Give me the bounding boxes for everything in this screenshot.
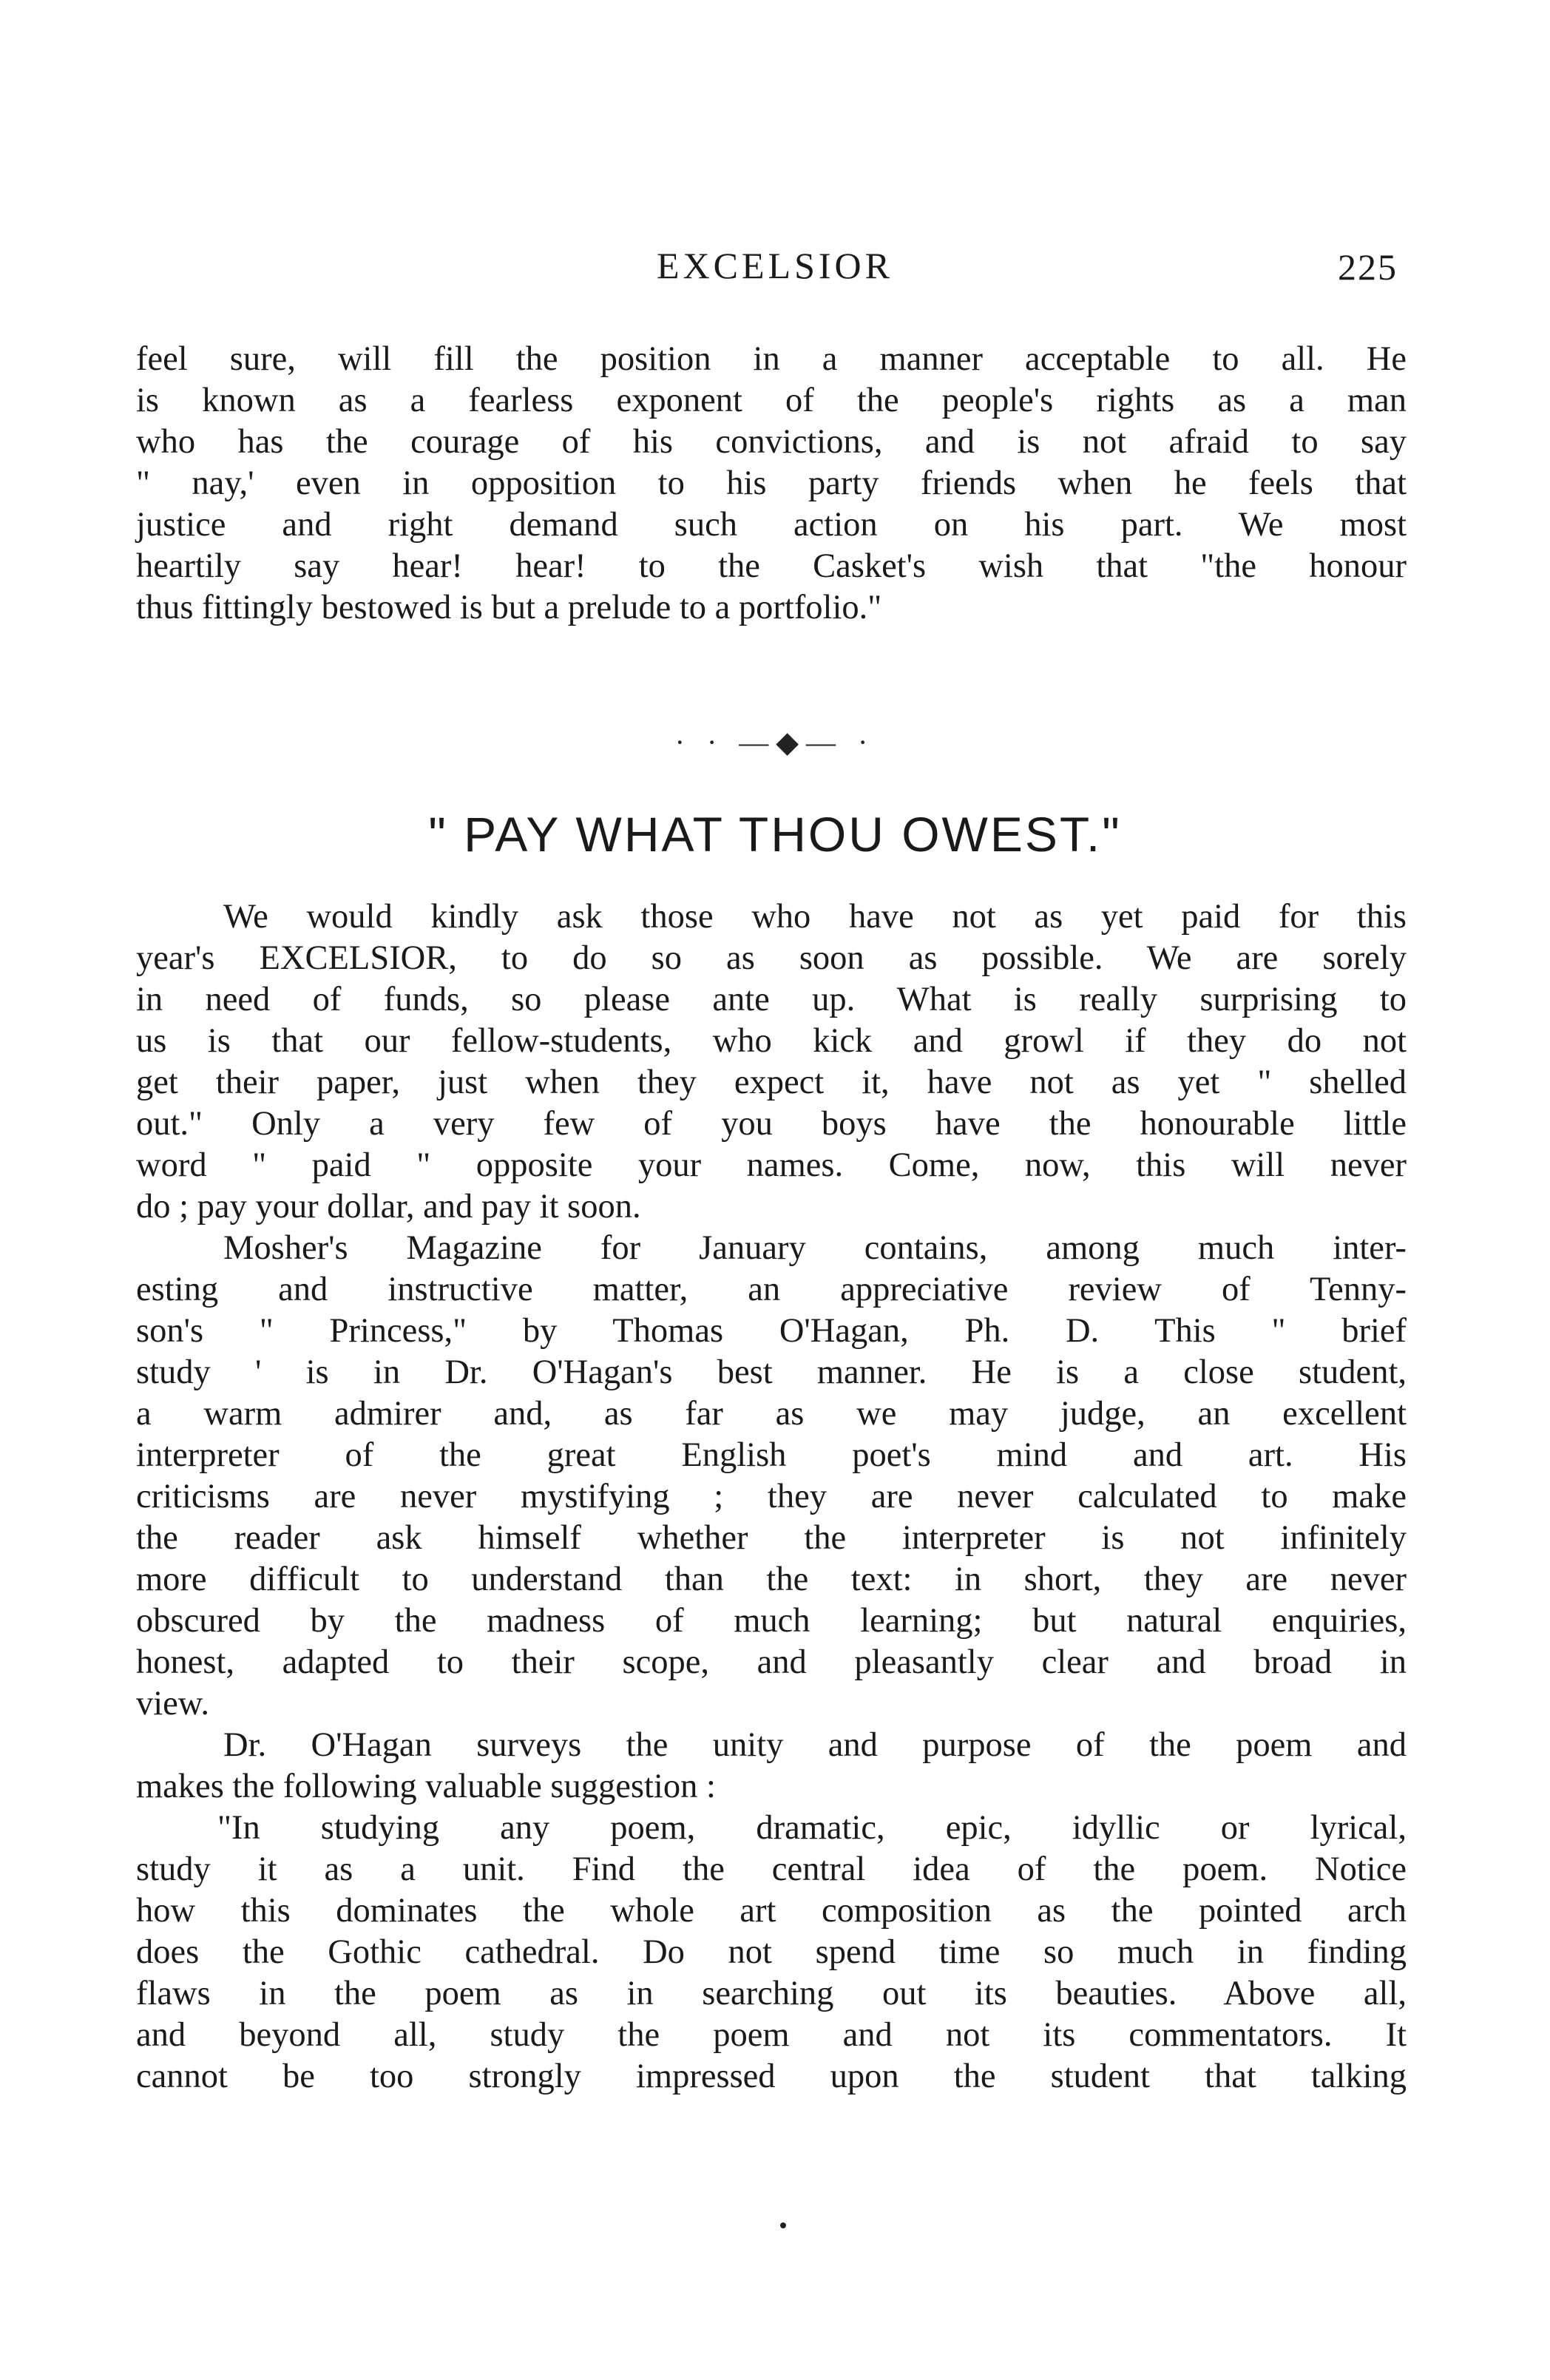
paragraph-continuation — [136, 339, 1407, 629]
paragraph-pay-what-thou-owest — [136, 896, 1407, 1228]
text-line: study it as a unit. Find the central idea of the poem. Notice — [136, 1850, 1407, 1888]
text-line: study ' is in Dr. O'Hagan's best manner. He is a close student, — [136, 1353, 1407, 1391]
text-line: interpreter of the great English poet's mind and art. His — [136, 1436, 1407, 1474]
text-line: "In studying any poem, dramatic, epic, idyllic or lyrical, — [217, 1809, 1407, 1847]
text-line: criticisms are never mystifying ; they are never calculated to make — [136, 1478, 1407, 1515]
text-line: makes the following valuable suggestion : — [136, 1768, 716, 1805]
section-heading: " PAY WHAT THOU OWEST." — [428, 807, 1122, 862]
text-line: " nay,' even in opposition to his party friends when he feels that — [136, 464, 1407, 502]
text-line: esting and instructive matter, an appreciative review of Tenny- — [136, 1271, 1407, 1308]
text-line: and beyond all, study the poem and not its commentators. It — [136, 2016, 1407, 2054]
paragraph-quotation — [136, 1808, 1407, 2097]
text-line: obscured by the madness of much learning; but natural enquiries, — [136, 1602, 1407, 1640]
text-line: year's EXCELSIOR, to do so as soon as possible. We are sorely — [136, 939, 1407, 977]
text-line: how this dominates the whole art composition as the pointed arch — [136, 1892, 1407, 1930]
text-line: in need of funds, so please ante up. What is really surprising to — [136, 981, 1407, 1018]
text-line: Mosher's Magazine for January contains, among much inter- — [223, 1229, 1407, 1267]
text-line: justice and right demand such action on his part. We most — [136, 506, 1407, 544]
text-line: more difficult to understand than the text: in short, they are never — [136, 1561, 1407, 1598]
text-line: feel sure, will fill the position in a manner acceptable to all. He — [136, 340, 1407, 378]
text-line: son's " Princess," by Thomas O'Hagan, Ph. D. This " brief — [136, 1312, 1407, 1350]
text-line: cannot be too strongly impressed upon the student that talking — [136, 2058, 1407, 2095]
text-line: out." Only a very few of you boys have the honourable little — [136, 1105, 1407, 1143]
text-line: get their paper, just when they expect it, have not as yet " shelled — [136, 1064, 1407, 1101]
text-line: a warm admirer and, as far as we may judge, an excellent — [136, 1395, 1407, 1433]
text-line: us is that our fellow-students, who kick and growl if they do not — [136, 1022, 1407, 1060]
text-line: word " paid " opposite your names. Come, now, this will never — [136, 1146, 1407, 1184]
text-line: does the Gothic cathedral. Do not spend time so much in finding — [136, 1933, 1407, 1971]
text-line: the reader ask himself whether the interpreter is not infinitely — [136, 1519, 1407, 1557]
text-line: do ; pay your dollar, and pay it soon. — [136, 1188, 641, 1226]
page-number: 225 — [1338, 246, 1398, 288]
text-line: We would kindly ask those who have not as yet paid for this — [223, 898, 1407, 936]
text-line: heartily say hear! hear! to the Casket's wish that "the honour — [136, 547, 1407, 585]
text-line: view. — [136, 1685, 209, 1723]
printer-mark — [780, 2222, 786, 2228]
text-line: honest, adapted to their scope, and pleasantly clear and broad in — [136, 1643, 1407, 1681]
paragraph-ohagan-surveys — [136, 1725, 1407, 1808]
running-title: EXCELSIOR — [657, 245, 893, 286]
running-head — [0, 244, 1550, 296]
text-line: who has the courage of his convictions, and is not afraid to say — [136, 423, 1407, 461]
section-divider-ornament: · · —◆— · — [674, 726, 876, 759]
text-line: Dr. O'Hagan surveys the unity and purpose of the poem and — [223, 1726, 1407, 1764]
paragraph-moshers-magazine — [136, 1228, 1407, 1725]
text-line: is known as a fearless exponent of the people's rights as a man — [136, 382, 1407, 419]
text-line: thus fittingly bestowed is but a prelude to a portfolio." — [136, 589, 882, 626]
text-line: flaws in the poem as in searching out its beauties. Above all, — [136, 1975, 1407, 2012]
